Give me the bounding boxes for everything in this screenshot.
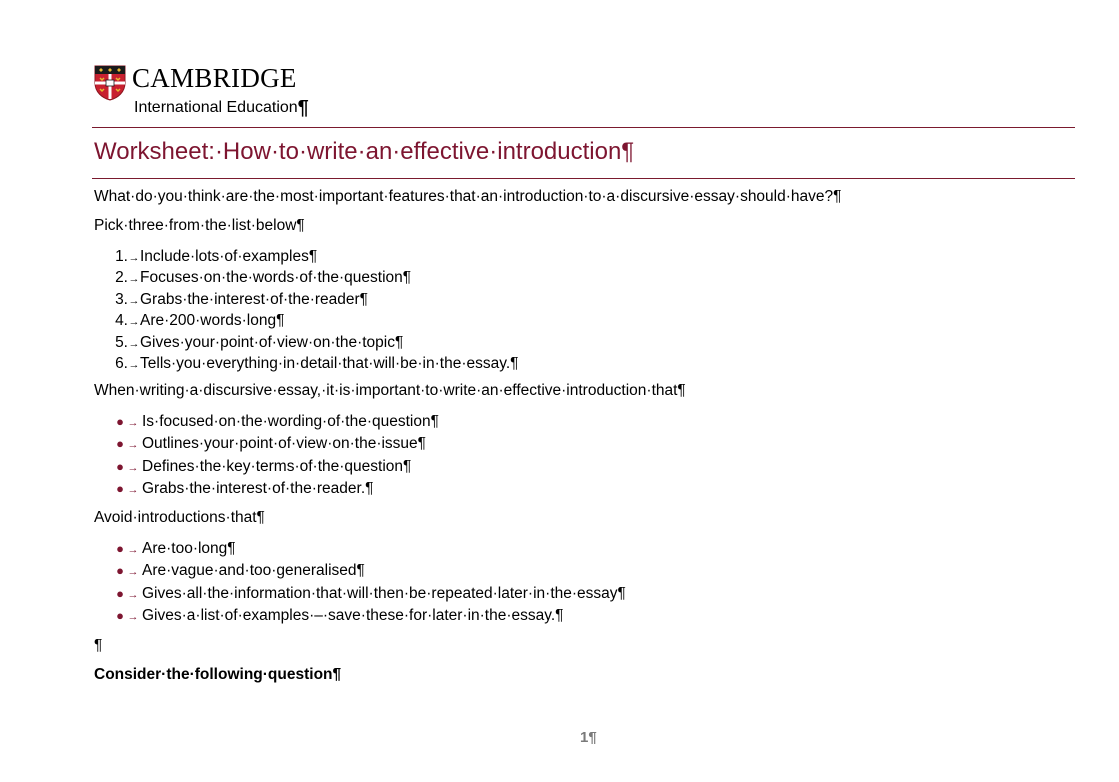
- list-item-text: Are·vague·and·too·generalised¶: [142, 562, 365, 580]
- cambridge-logo: [94, 65, 334, 117]
- list-number: 3.: [115, 290, 128, 308]
- avoid-lead: Avoid·introductions·that¶: [94, 509, 265, 526]
- bullet-icon: ●: [116, 481, 124, 497]
- tab-arrow-icon: →: [127, 566, 139, 579]
- tab-arrow-icon: →: [127, 611, 139, 624]
- tab-arrow-icon: →: [127, 461, 139, 474]
- list-item-text: Gives·all·the·information·that·will·then·be·repeated·later·in·the·essay¶: [142, 584, 626, 602]
- logo-subtitle-text: International Education: [134, 99, 298, 116]
- list-item: [94, 538, 626, 560]
- list-item-text: Gives·a·list·of·examples·–·save·these·for·later·in·the·essay.¶: [142, 607, 564, 625]
- consider-heading: Consider·the·following·question¶: [94, 666, 342, 683]
- pick-prompt: Pick·three·from·the·list·below¶: [94, 217, 305, 234]
- list-item: [94, 605, 626, 627]
- tab-arrow-icon: →: [127, 417, 139, 429]
- tab-arrow-icon: →: [127, 484, 139, 497]
- list-item-text: Outlines·your·point·of·view·on·the·issue¶: [142, 435, 426, 453]
- list-number: 1.: [115, 248, 128, 265]
- bullet-icon: ●: [116, 541, 124, 556]
- list-item-text: Are·200·words·long¶: [140, 312, 285, 330]
- list-item: [94, 583, 626, 605]
- list-item-text: Are·too·long¶: [142, 540, 236, 557]
- worksheet-title: Worksheet:·How·to·write·an·effective·introduction¶: [94, 138, 635, 165]
- logo-wordmark: CAMBRIDGE: [132, 63, 297, 93]
- bullet-icon: ●: [116, 608, 124, 624]
- effective-intro-lead: When·writing·a·discursive·essay,·it·is·important·to·write·an·effective·introduction·that¶: [94, 382, 686, 399]
- list-item-text: Grabs·the·interest·of·the·reader.¶: [142, 480, 374, 498]
- bullet-icon: ●: [116, 414, 124, 429]
- page-number: 1¶: [580, 729, 597, 746]
- intro-question: What·do·you·think·are·the·most·important·features·that·an·introduction·to·a·discursive·essay·should·have?¶: [94, 188, 842, 205]
- bullet-icon: ●: [116, 436, 124, 452]
- logo-subtitle: [134, 95, 309, 118]
- list-item: [94, 332, 518, 353]
- title-top-rule: [92, 127, 1075, 128]
- logo-pilcrow: ¶: [297, 97, 309, 119]
- title-bottom-rule: [92, 178, 1075, 179]
- bullet-icon: ●: [116, 585, 124, 601]
- list-item: [94, 310, 518, 331]
- list-item-text: Grabs·the·interest·of·the·reader¶: [140, 290, 368, 308]
- list-item-text: Is·focused·on·the·wording·of·the·question¶: [142, 413, 439, 430]
- tab-arrow-icon: →: [128, 316, 140, 329]
- list-item: [94, 353, 518, 374]
- tab-arrow-icon: →: [128, 294, 140, 307]
- empty-paragraph-mark: ¶: [94, 637, 103, 654]
- list-item: [94, 456, 439, 478]
- tab-arrow-icon: →: [128, 252, 140, 264]
- tab-arrow-icon: →: [128, 358, 140, 371]
- list-item-text: Gives·your·point·of·view·on·the·topic¶: [140, 333, 404, 351]
- list-item: [94, 411, 439, 433]
- tab-arrow-icon: →: [127, 544, 139, 556]
- list-item-text: Tells·you·everything·in·detail·that·will·be·in·the·essay.¶: [140, 354, 519, 372]
- bullet-icon: ●: [116, 563, 124, 579]
- list-item: [94, 289, 518, 310]
- list-item-text: Focuses·on·the·words·of·the·question¶: [140, 269, 412, 287]
- list-item: [94, 267, 518, 288]
- tab-arrow-icon: →: [127, 439, 139, 452]
- cambridge-shield-icon: [94, 65, 126, 101]
- bullet-icon: ●: [116, 458, 124, 474]
- list-number: 4.: [115, 312, 128, 330]
- list-item: [94, 433, 439, 455]
- list-item-text: Defines·the·key·terms·of·the·question¶: [142, 457, 412, 475]
- effective-list: [94, 411, 439, 501]
- tab-arrow-icon: →: [128, 337, 140, 350]
- list-item-text: Include·lots·of·examples¶: [140, 248, 318, 265]
- list-number: 6.: [115, 354, 128, 372]
- tab-arrow-icon: →: [128, 273, 140, 286]
- list-number: 5.: [115, 333, 128, 351]
- list-item: [94, 246, 518, 267]
- numbered-list: [94, 246, 518, 374]
- list-number: 2.: [115, 269, 128, 287]
- list-item: [94, 560, 626, 582]
- avoid-list: [94, 538, 626, 628]
- tab-arrow-icon: →: [127, 588, 139, 601]
- list-item: [94, 478, 439, 500]
